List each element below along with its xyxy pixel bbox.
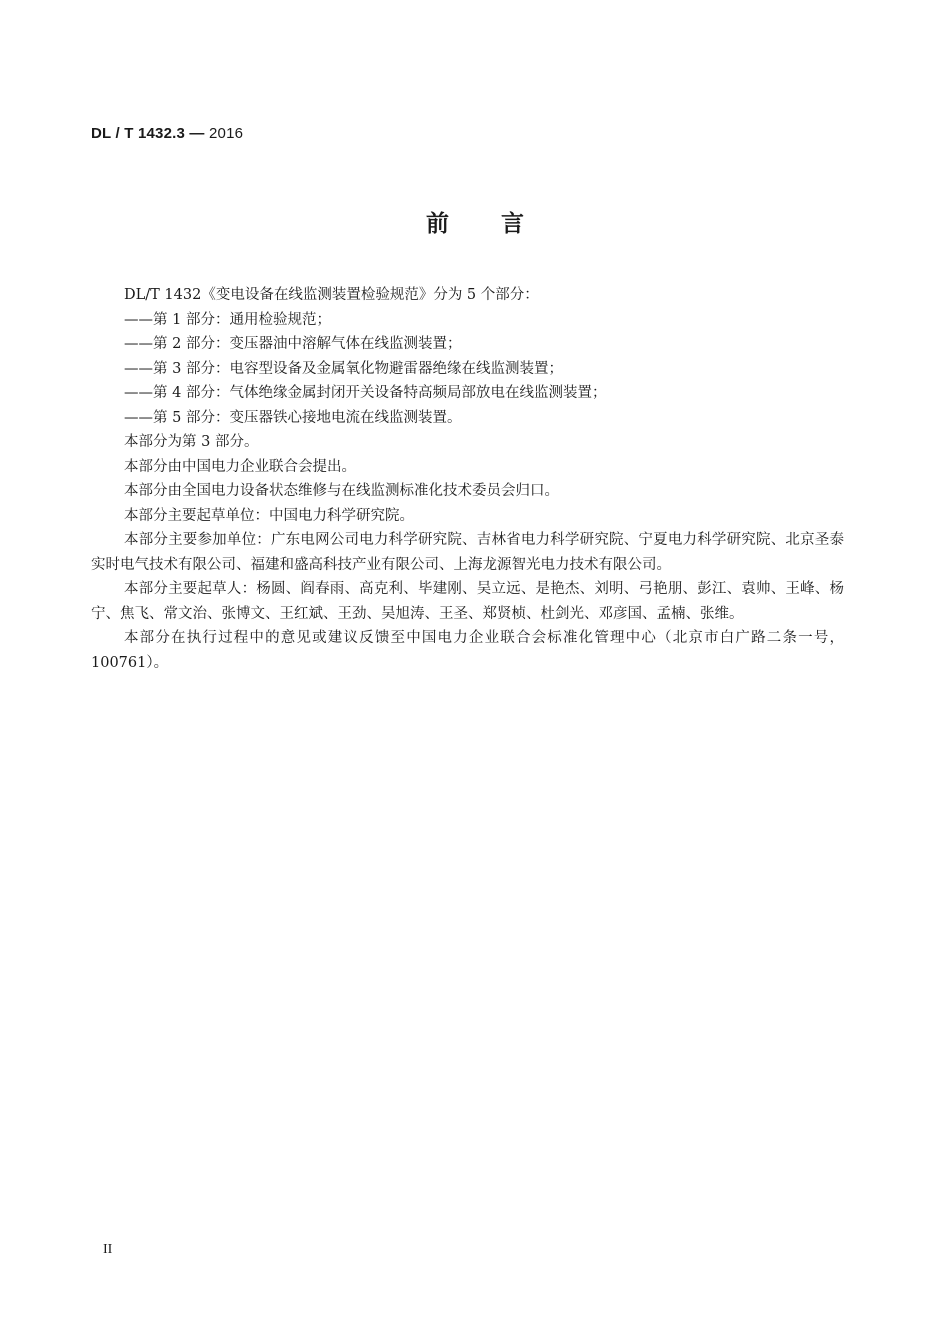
paragraph-intro: DL/T 1432《变电设备在线监测装置检验规范》分为 5 个部分： xyxy=(124,287,539,303)
page-number: II xyxy=(103,1242,113,1257)
paragraph-participating-units: 本部分主要参加单位：广东电网公司电力科学研究院、吉林省电力科学研究院、宁夏电力科学研究院、北京圣泰实时电气技术有限公司、福建和盛高科技产业有限公司、上海龙源智光电力技术有限公司。 xyxy=(91,532,844,573)
page-title: 前言 xyxy=(426,211,576,237)
paragraph-part-4: ——第 4 部分：气体绝缘金属封闭开关设备特高频局部放电在线监测装置； xyxy=(124,385,607,401)
standard-year: 2016 xyxy=(208,125,244,142)
paragraph-part-1: ——第 1 部分：通用检验规范； xyxy=(124,311,331,328)
foreword-body xyxy=(91,283,844,675)
paragraph-proposed-by: 本部分由中国电力企业联合会提出。 xyxy=(124,458,356,475)
code-dash: — xyxy=(185,125,209,142)
standard-code-header xyxy=(91,125,243,142)
paragraph-drafters: 本部分主要起草人：杨圆、阎春雨、高克利、毕建刚、吴立远、是艳杰、刘明、弓艳朋、彭江、袁帅、王峰、杨宁、焦飞、常文治、张博文、王红斌、王劲、吴旭涛、王圣、郑贤桢、杜剑光、邓彦国、孟楠、张维。 xyxy=(91,581,844,622)
paragraph-managed-by: 本部分由全国电力设备状态维修与在线监测标准化技术委员会归口。 xyxy=(124,483,559,499)
paragraph-part-2: ——第 2 部分：变压器油中溶解气体在线监测装置； xyxy=(124,336,462,352)
standard-code: DL / T 1432.3 xyxy=(91,125,186,142)
paragraph-this-part: 本部分为第 3 部分。 xyxy=(124,434,259,450)
paragraph-part-3: ——第 3 部分：电容型设备及金属氧化物避雷器绝缘在线监测装置； xyxy=(124,360,563,377)
paragraph-part-5: ——第 5 部分：变压器铁心接地电流在线监测装置。 xyxy=(124,409,462,426)
paragraph-drafting-unit: 本部分主要起草单位：中国电力科学研究院。 xyxy=(124,507,414,524)
paragraph-feedback: 本部分在执行过程中的意见或建议反馈至中国电力企业联合会标准化管理中心（北京市白广路二条一号，100761）。 xyxy=(91,630,844,671)
